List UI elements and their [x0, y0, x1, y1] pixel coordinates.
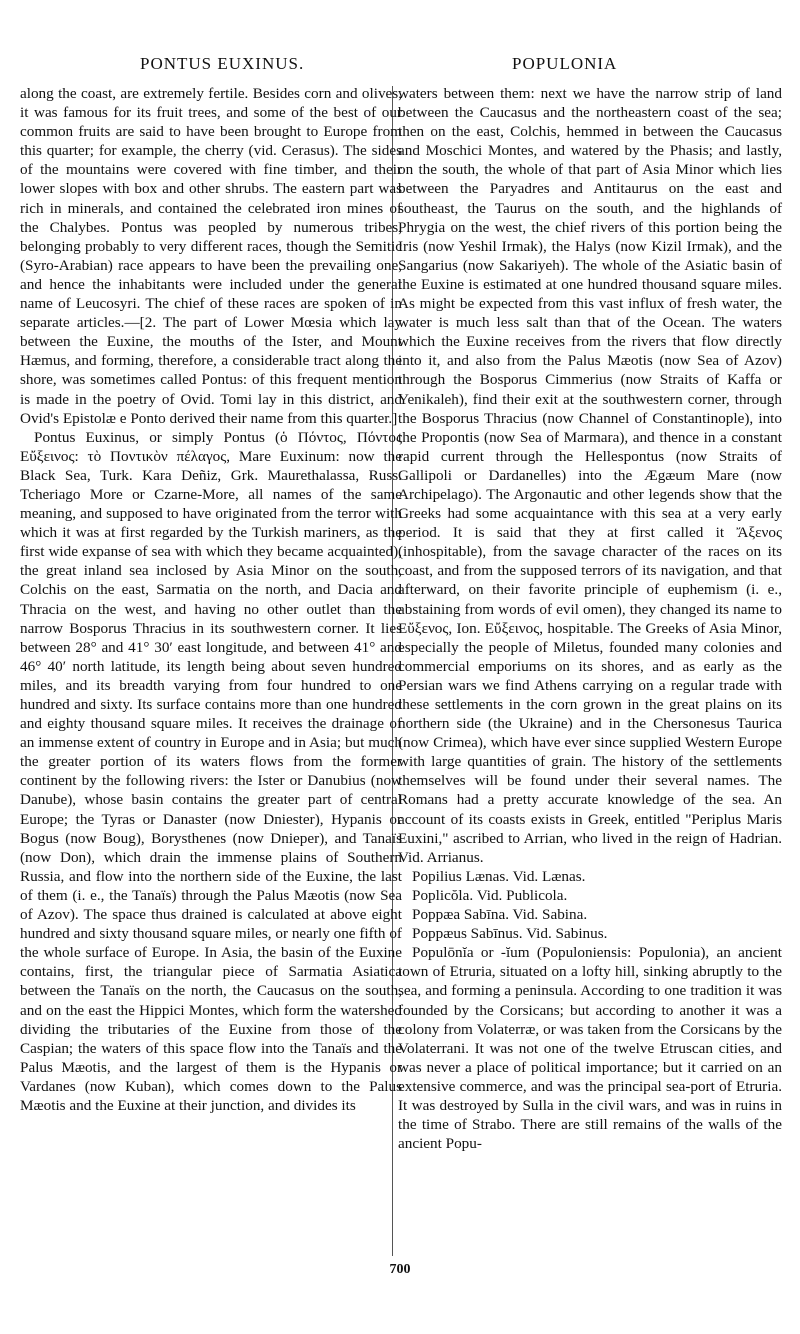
entry-poppaeus-sabinus: Poppæus Sabīnus. Vid. Sabinus. — [412, 925, 608, 943]
paragraph-euxine-continued: waters between them: next we have the narrow strip of land between the Caucasus and the northeastern coast of the sea; then on the east, Colchis, hemmed in between the Caucasus and Moschici Montes, and watered by the Phasis; and lastly, on the south, the whole of that part of Asia Minor which lies between the Paryadres and Antitaurus on the east and southeast, the Taurus on the south, and the highlands of Phrygia on the west, the chief rivers of this portion being the Iris (now Yeshil Irmak), the Halys (now Kizil Irmak), and the Sangarius (now Sakariyeh). The whole of the Asiatic basin of the Euxine is estimated at one hundred thousand square miles. As might be expected from this vast influx of fresh water, the water is much less salt than that of the Ocean. The waters which the Euxine receives from the rivers that flow directly into it, and also from the Palus Mæotis (now Sea of Azov) through the Bosporus Cimmerius (now Straits of Kaffa or Yenikaleh), find their exit at the southwestern corner, through the Bosporus Thracius (now Channel of Constantinople), into the Propontis (now Sea of Marmara), and thence in a constant rapid current through the Hellespontus (now Straits of Gallipoli or Dardanelles) into the Ægæum Mare (now Archipelago). The Argonautic and other legends show that the Greeks had some acquaintance with this sea at a very early period. It is said that they at first called it Ἄξενος (inhospitable), from the savage character of the races on its coast, and from the supposed terrors of its navigation, and that afterward, on their favorite principle of euphemism (i. e., abstaining from words of evil omen), they changed its name to Εὔξενος, Ion. Εὔξεινος, hospitable. The Greeks of Asia Minor, especially the people of Miletus, founded many colonies and commercial emporiums on its shores, and as early as the Persian wars we find Athens carrying on a regular trade with these settlements in the corn grown in the great plains on its northern side (the Ukraine) and in the Chersonesus Taurica (now Crimea), which have ever since supplied Western Europe with large quantities of grain. The history of the settlements themselves will be found under their several names. The Romans had a pretty accurate knowledge of the sea. An account of its coasts exists in Greek, entitled "Periplus Maris Euxini," ascribed to Arrian, who lived in the reign of Hadrian. Vid. Arrianus. — [398, 85, 782, 866]
entry-populonia: Populōnĭa or -ĭum (Populoniensis: Populonia), an ancient town of Etruria, situated on a lofty hill, sinking abruptly to the sea, and forming a peninsula. According to one tradition it was founded by the Corsicans; but according to another it was a colony from Volaterræ, or was taken from the Corsicans by the Volaterrani. It was not one of the twelve Etruscan cities, and was never a place of political importance; but it carried on an extensive commerce, and was the principal sea-port of Etruria. It was destroyed by Sulla in the civil wars, and was in ruins in the time of Strabo. There are still remains of the walls of the ancient Popu- — [398, 944, 782, 1153]
left-column — [20, 84, 402, 1115]
paragraph-pontus-fertility: along the coast, are extremely fertile. Besides corn and olives, it was famous for its fruit trees, and some of the best of our common fruits are said to have been brought to Europe from this quarter; for example, the cherry (vid. Cerasus). The sides of the mountains were covered with fine timber, and their lower slopes with box and other shrubs. The eastern part was rich in minerals, and contained the celebrated iron mines of the Chalybes. Pontus was peopled by numerous tribes, belonging probably to very different races, though the Semitic (Syro-Arabian) race appears to have been the prevailing one, and hence the inhabitants were included under the general name of Leucosyri. The chief of these races are spoken of in separate articles.—[2. The part of Lower Mœsia which lay between the Euxine, the mouths of the Ister, and Mount Hæmus, and forming, therefore, a considerable tract along the shore, was sometimes called Pontus: of this frequent mention is made in the poetry of Ovid. Tomi lay in this district, and Ovid's Epistolæ e Ponto derived their name from this quarter.] — [20, 85, 402, 427]
entry-popilius-laenas: Popilius Lænas. Vid. Lænas. — [412, 867, 586, 885]
right-column — [398, 84, 782, 1153]
running-header — [0, 54, 800, 78]
entry-poppaea-sabina: Poppæa Sabīna. Vid. Sabina. — [412, 906, 588, 924]
entry-poplicola: Poplicŏla. Vid. Publicola. — [412, 886, 568, 904]
page-number: 700 — [389, 1262, 411, 1277]
paragraph-pontus-euxinus: Pontus Euxinus, or simply Pontus (ὁ Πόντος, Πόντος Εὔξεινος: τὸ Ποντικὸν πέλαγος, Mare Euxinum: now the Black Sea, Turk. Kara Deñiz, Grk. Maurethalassa, Russ. Tcheriago More or Czarne-More, all names of the same meaning, and supposed to have originated from the terror with which it was at first regarded by the Turkish mariners, as the first wide expanse of sea with which they became acquainted), the great inland sea inclosed by Asia Minor on the south, Colchis on the east, Sarmatia on the north, and Dacia and Thracia on the west, and having no other outlet than the narrow Bosporus Thracius in its southwestern corner. It lies between 28° and 41° 30′ east longitude, and between 41° and 46° 40′ north latitude, its length being about seven hundred miles, and its breadth varying from four hundred to one hundred and sixty. Its surface contains more than one hundred and eighty thousand square miles. It receives the drainage of an immense extent of country in Europe and in Asia; but much the greater portion of its waters flows from the former continent by the following rivers: the Ister or Danubius (now Danube), whose basin contains the greater part of central Europe; the Tyras or Danaster (now Dniester), Hypanis or Bogus (now Boug), Borysthenes (now Dnieper), and Tanaïs (now Don), which drain the immense plains of Southern Russia, and flow into the northern side of the Euxine, the last of them (i. e., the Tanaïs) through the Palus Mæotis (now Sea of Azov). The space thus drained is calculated at above eight hundred and sixty thousand square miles, or nearly one fifth of the whole surface of Europe. In Asia, the basin of the Euxine contains, first, the triangular piece of Sarmatia Asiatica between the Tanaïs on the north, the Caucasus on the south, and on the east the Hippici Montes, which form the watershed dividing the tributaries of the Euxine from those of the Caspian; the waters of this space flow into the Tanaïs and the Palus Mæotis, and the largest of them is the Hypanis or Vardanes (now Kuban), which comes down to the Palus Mæotis and the Euxine at their junction, and divides its — [20, 428, 402, 1114]
header-right-title: POPULONIA — [512, 54, 618, 73]
header-left-title: PONTUS EUXINUS. — [140, 54, 305, 73]
